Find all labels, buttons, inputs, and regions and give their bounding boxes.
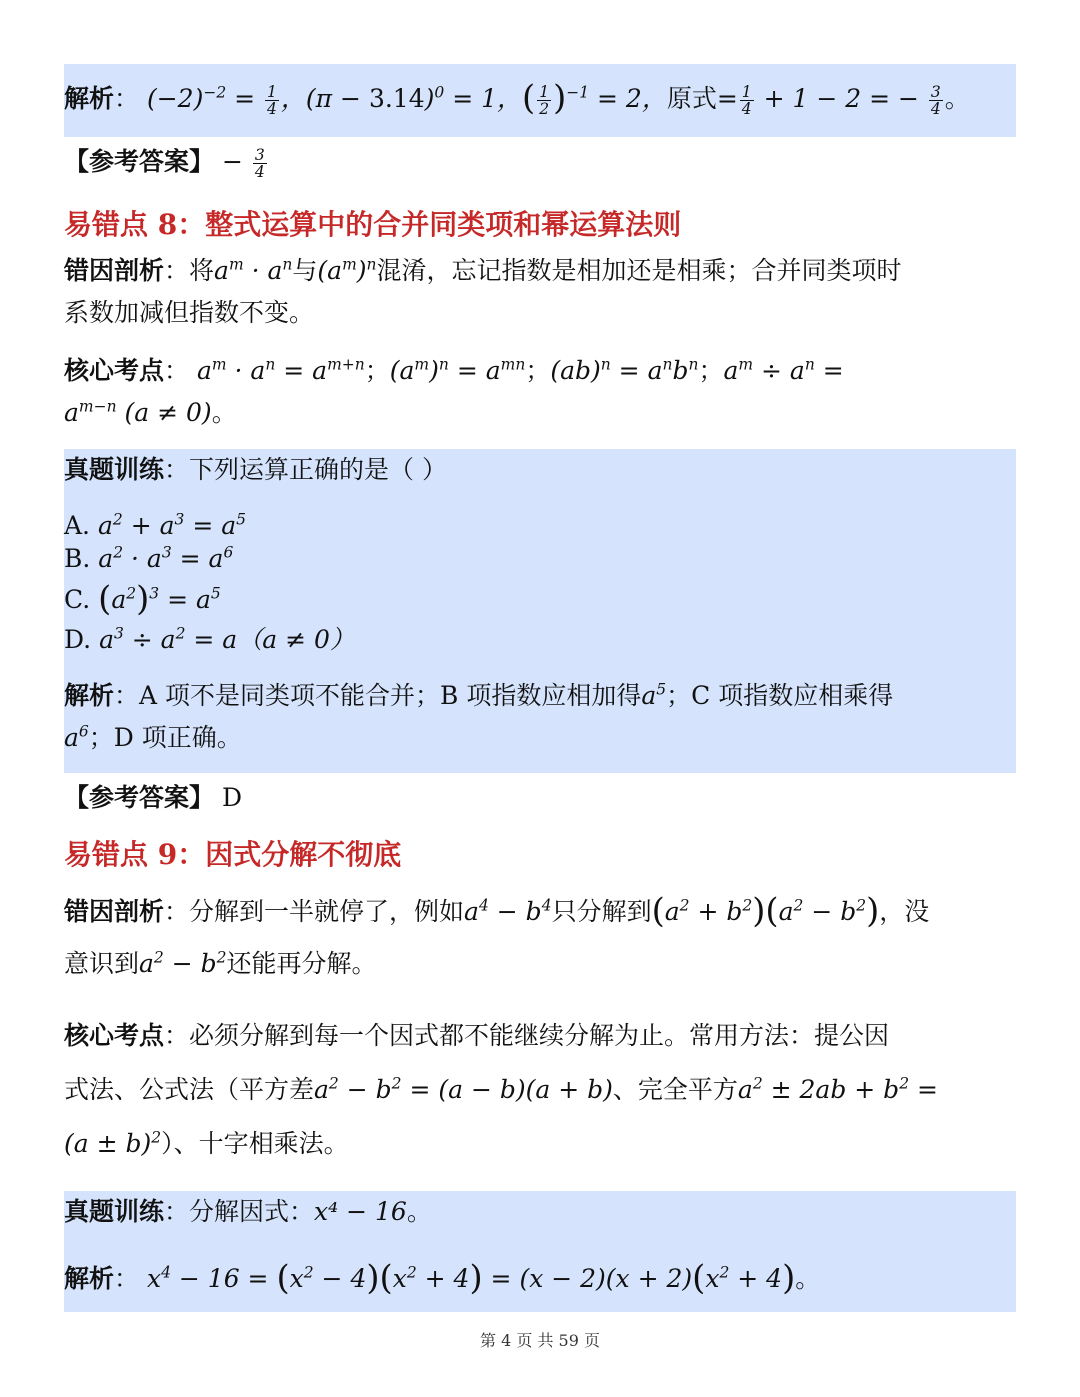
answer-label: 【参考答案】 — [64, 147, 215, 176]
math-expression: $a^m \cdot a^n = a^{m+n}$ — [196, 355, 365, 385]
option-d — [64, 623, 355, 657]
text: 、完全平方 — [612, 1075, 738, 1104]
text: 必须分解到每一个因式都不能继续分解为止。常用方法：提公因 — [189, 1021, 890, 1050]
math-expression: $a^2 + a^3 = a^5$ — [97, 510, 246, 540]
math-expression: $(a \pm b)^2$ — [64, 1128, 162, 1158]
option-c — [64, 579, 221, 618]
solution-text: 原式= — [666, 84, 738, 113]
question-text: 下列运算正确的是（ ） — [189, 455, 447, 484]
question-text: 分解因式： — [189, 1197, 315, 1226]
text: ）、十字相乘法。 — [161, 1129, 349, 1158]
core-points-8 — [64, 354, 1016, 434]
question-line: 真题训练：下列运算正确的是（ ） — [64, 455, 447, 484]
math-expression: $a^3 \div a^2 = a(a \ne 0)$ — [99, 624, 355, 654]
math-expression: $(a^m)^n$ — [317, 255, 377, 285]
text: 式法、公式法（平方差 — [64, 1075, 315, 1104]
math-expression: $a^2 - b^2$ — [139, 948, 227, 978]
section-heading-9: 易错点 9：因式分解不彻底 — [64, 838, 402, 871]
solution-line: 解析： $(-2)^{-2}$ = $\frac{1}{4}$ ，$(\pi - 3.14)^0 = 1$，( $\frac{1}{2}$ )$^{-1}$ = 2，原式= $\frac{1}{4}$ + 1 − 2 = − $\frac{3}{4}$ 。 — [64, 78, 970, 118]
text-line — [64, 1127, 349, 1161]
section-heading-8: 易错点 8：整式运算中的合并同类项和幂运算法则 — [64, 208, 682, 241]
text: 分解到一半就停了，例如 — [189, 897, 465, 926]
text-line: 系数加减但指数不变。 — [64, 298, 315, 327]
option-letter: D. — [64, 625, 92, 654]
math-expression: $a^{m-n}$ (a ≠ 0) — [64, 397, 212, 427]
math-expression: $(-2)^{-2}$ = $\frac{1}{4}$ ，$(\pi - 3.14)^0 = 1$，( $\frac{1}{2}$ )$^{-1}$ = 2， — [146, 78, 667, 118]
text: 混淆，忘记指数是相加还是相乘；合并同类项时 — [376, 256, 902, 285]
practice-box-8 — [64, 449, 1016, 773]
math-expression: $a^6$ — [64, 722, 89, 752]
error-label: 错因剖析 — [64, 897, 165, 926]
math-expression: $a^5$ — [641, 680, 667, 710]
solution-label: 解析 — [64, 84, 115, 113]
math-expression: $\frac{1}{4}$ + 1 − 2 = − $\frac{3}{4}$ — [741, 82, 941, 118]
practice-label: 真题训练 — [64, 1197, 165, 1226]
math-expression: $(a^2 + b^2)(a^2 - b^2)$ — [651, 891, 880, 930]
solution-text: ；C 项指数应相乘得 — [666, 681, 894, 710]
text: ，没 — [879, 897, 930, 926]
text-line — [64, 947, 377, 981]
math-expression: $(a^m)^n = a^{mn}$ — [389, 355, 526, 385]
option-b — [64, 542, 233, 576]
page-footer: 第 4 页 共 59 页 — [480, 1331, 600, 1350]
math-expression: $a^4 - b^4$ — [464, 896, 552, 926]
solution-line: 解析：A 项不是同类项不能合并；B 项指数应相加得$a^5$；C 项指数应相乘得 — [64, 680, 894, 710]
answer-label: 【参考答案】 — [64, 783, 215, 812]
math-expression: $a^m \cdot a^n$ — [214, 255, 293, 285]
text-line: 核心考点：必须分解到每一个因式都不能继续分解为止。常用方法：提公因 — [64, 1021, 890, 1050]
math-expression: $(ab)^n = a^nb^n$ — [550, 355, 699, 385]
core-label: 核心考点 — [64, 1021, 165, 1050]
error-analysis-9 — [64, 891, 1016, 985]
text-line: 核心考点： $a^m \cdot a^n = a^{m+n}$；$(a^m)^n = a^{mn}$；$(ab)^n = a^nb^n$；$a^m \div a^n$ = — [64, 355, 844, 385]
text-line — [64, 1073, 938, 1107]
math-expression: $a^2 - b^2 = (a - b)(a + b)$ — [314, 1074, 613, 1104]
text-line: 错因剖析：将$a^m \cdot a^n$与$(a^m)^n$混淆，忘记指数是相加还是相乘；合并同类项时 — [64, 255, 902, 285]
text-line: 错因剖析：分解到一半就停了，例如$a^4 - b^4$只分解到$(a^2 + b^2)(a^2 - b^2)$，没 — [64, 891, 930, 930]
error-analysis-8 — [64, 254, 1016, 334]
solution-box-7 — [64, 64, 1016, 137]
core-label: 核心考点 — [64, 356, 165, 385]
math-expression: $a^2 \pm 2ab + b^2$ = — [737, 1074, 938, 1104]
text: 还能再分解。 — [226, 949, 377, 978]
text: 意识到 — [64, 949, 140, 978]
reference-answer-7 — [64, 142, 269, 180]
math-expression: $x^4 - 16 = (x^2 - 4)(x^2 + 4) = (x - 2)(x + 2)(x^2 + 4)$ — [146, 1258, 796, 1297]
math-expression: $a^2 \cdot a^3 = a^6$ — [98, 543, 234, 573]
core-points-9 — [64, 1019, 1016, 1164]
option-letter: A. — [64, 511, 91, 540]
math-expression: $a^m \div a^n$ = — [723, 355, 844, 385]
question-line: 真题训练：分解因式：x⁴ − 16。 — [64, 1197, 432, 1226]
solution-label: 解析 — [64, 681, 115, 710]
solution-label: 解析 — [64, 1264, 115, 1293]
answer-value: D — [221, 783, 243, 812]
option-letter: B. — [64, 544, 91, 573]
option-a — [64, 509, 246, 543]
error-label: 错因剖析 — [64, 256, 165, 285]
math-expression: x⁴ − 16 — [314, 1197, 407, 1226]
text-line: $a^{m-n}$ (a ≠ 0)。 — [64, 397, 237, 427]
math-expression: $(a^2)^3 = a^5$ — [98, 579, 221, 618]
text: 只分解到 — [551, 897, 652, 926]
solution-text: ；D 项正确。 — [88, 723, 242, 752]
practice-box-9 — [64, 1191, 1016, 1312]
option-letter: C. — [64, 585, 91, 614]
solution-text: A 项不是同类项不能合并；B 项指数应相加得 — [139, 681, 642, 710]
solution-line: 解析： $x^4 - 16 = (x^2 - 4)(x^2 + 4) = (x - 2)(x + 2)(x^2 + 4)$。 — [64, 1258, 821, 1297]
answer-value: − $\frac{3}{4}$ — [221, 145, 265, 181]
solution-line — [64, 721, 242, 755]
reference-answer-8 — [64, 778, 242, 814]
practice-label: 真题训练 — [64, 455, 165, 484]
